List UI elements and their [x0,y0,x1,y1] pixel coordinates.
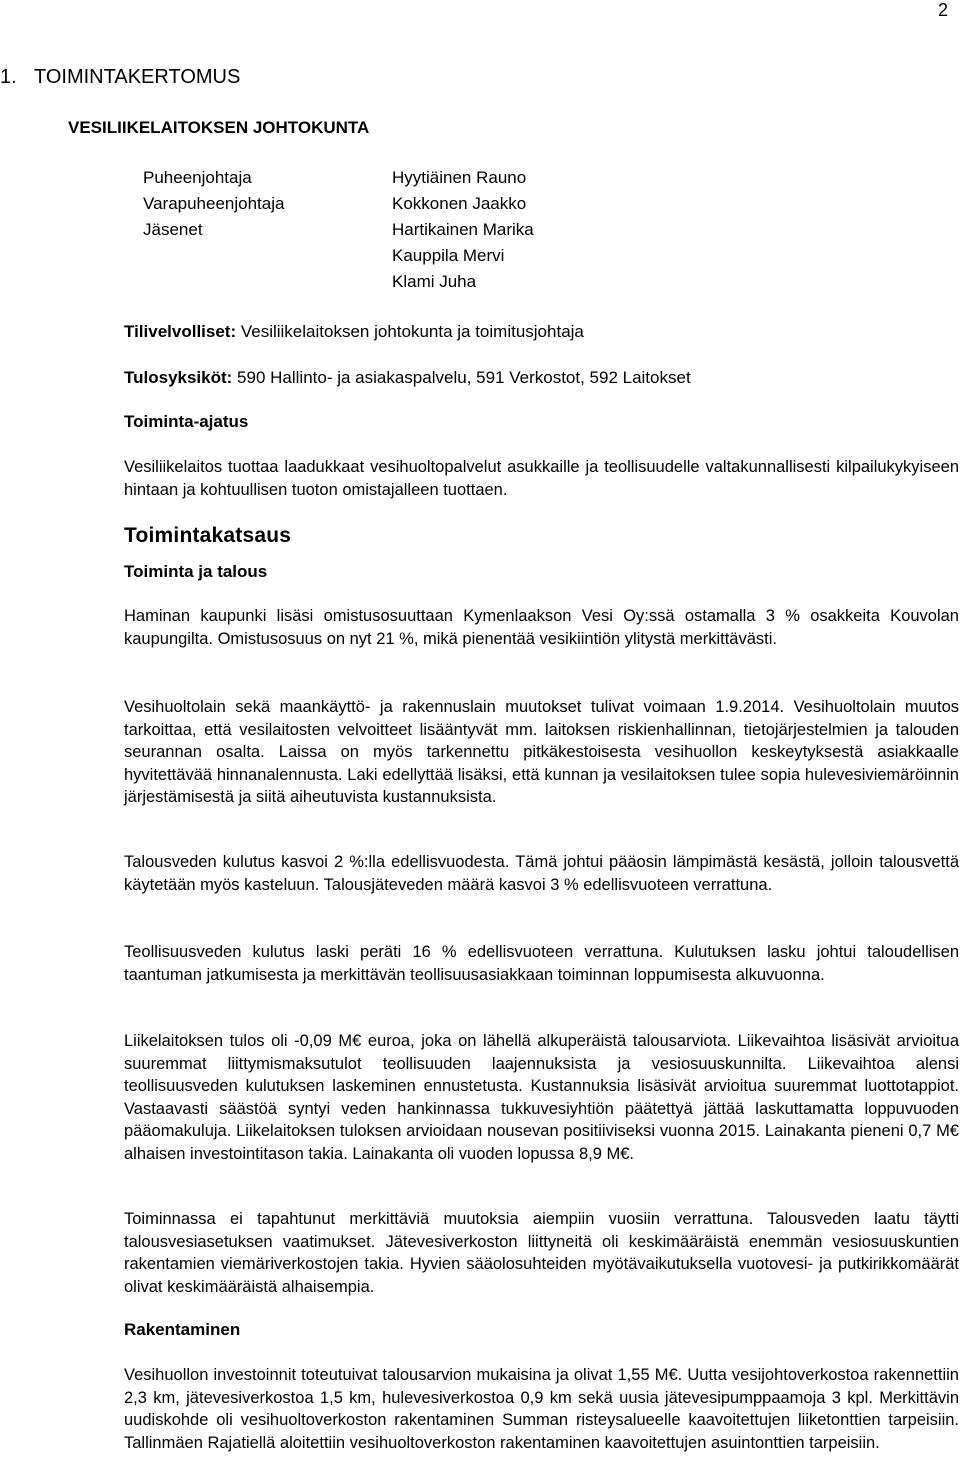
member-name: Kauppila Mervi [392,246,505,265]
member-name: Kokkonen Jaakko [392,194,527,213]
construction-text: Vesihuollon investoinnit toteutuivat talousarvion mukaisina ja olivat 1,55 M€. Uutta vesijohtoverkostoa rakennettiin 2,3 km, jätevesiverkostoa 1,5 km, hulevesiverkostoa 0,9 km sekä uusia jätevesipumppaamoja 3 kpl. Merkittävin uudiskohde oli vesihuoltoverkoston rakentaminen Summan risteysalueelle kaavoitettujen liiketonttien tarpeisiin. Tallinmäen Rajatiellä aloitettiin vesihuoltoverkoston rakentaminen kaavoitettujen asuintonttien tarpeisiin. [124,1366,959,1452]
paragraph: Talousveden kulutus kasvoi 2 %:lla edellisvuodesta. Tämä johtui pääosin lämpimästä kesästä, jolloin talousvettä käytetään myös kasteluun. Talousjäteveden määrä kasvoi 3 % edellisvuoteen verrattuna. [124,853,959,894]
review-heading: Toimintakatsaus [124,524,292,547]
accountable-label: Tilivelvolliset: [124,322,237,341]
paragraph: Vesihuoltolain sekä maankäyttö- ja rakennuslain muutokset tulivat voimaan 1.9.2014. Vesihuoltolain muutos tarkoittaa, että vesilaitosten velvoitteet lisääntyvät mm. laitoksen riskienhallinnan, tietojärjestelmien ja talouden seurannan osalta. Laissa on myös tarkennettu pitkäkestoisesta vesihuollon keskeytyksestä asiakkaalle hyvitettävää hinnanalennusta. Laki edellyttää lisäksi, että kunnan ja vesilaitoksen tulee sopia hulevesiviemäröinnin järjestämisestä ja siitä aiheutuvista kustannuksista. [124,698,959,807]
member-name: Hartikainen Marika [392,220,534,239]
member-name: Hyytiäinen Rauno [392,168,527,187]
section-heading [0,66,240,89]
board-heading: VESILIIKELAITOKSEN JOHTOKUNTA [68,118,370,137]
review-subheading: Toiminta ja talous [124,562,268,581]
construction-heading: Rakentaminen [124,1320,241,1339]
role-vice-chair: Varapuheenjohtaja [143,194,285,213]
accountable-text: Vesiliikelaitoksen johtokunta ja toimitusjohtaja [236,322,584,341]
accountable-line [124,322,584,342]
role-chair: Puheenjohtaja [143,168,252,187]
units-text: 590 Hallinto- ja asiakaspalvelu, 591 Verkostot, 592 Laitokset [232,368,691,387]
paragraph: Liikelaitoksen tulos oli -0,09 M€ euroa, joka on lähellä alkuperäistä talousarviota. Liikevaihtoa lisäsivät arvioitua suuremmat liittymismaksutulot teollisuuden laajennuksista ja vesiosuuskunnilta. Liikevaihtoa alensi teollisuusveden kulutuksen laskeminen ennustetusta. Kustannuksia lisäsivät arvioitua suuremmat luottotappiot. Vastaavasti säästöä syntyi veden hankinnassa tukkuvesiyhtiön päätettyä jättää laskuttamatta loppuvuoden pääomakuluja. Liikelaitoksen tuloksen arvioidaan nousevan positiiviseksi vuonna 2015. Lainakanta pieneni 0,7 M€ alhaisen investointitason takia. Lainakanta oli vuoden lopussa 8,9 M€. [124,1032,959,1163]
section-number: 1. [0,66,17,88]
role-members: Jäsenet [143,220,203,239]
board-members [392,165,534,295]
paragraph: Haminan kaupunki lisäsi omistusosuuttaan Kymenlaakson Vesi Oy:ssä ostamalla 3 % osakkeita Kouvolan kaupungilta. Omistusosuus on nyt 21 %, mikä pienentää vesikiintiön ylitystä merkittävästi. [124,607,959,648]
board-roles [143,165,284,243]
section-title: TOIMINTAKERTOMUS [34,66,241,88]
member-name: Klami Juha [392,272,477,291]
units-line [124,368,691,388]
mission-text: Vesiliikelaitos tuottaa laadukkaat vesihuoltopalvelut asukkaille ja teollisuudelle valtakunnallisesti kilpailukykyiseen hintaan ja kohtuullisen tuoton omistajalleen tuottaen. [124,458,959,499]
units-label: Tulosyksiköt: [124,368,233,387]
paragraph: Teollisuusveden kulutus laski peräti 16 % edellisvuoteen verrattuna. Kulutuksen lasku johtui taloudellisen taantuman jatkumisesta ja merkittävän teollisuusasiakkaan toiminnan loppumisesta alkuvuonna. [124,943,959,984]
paragraph: Toiminnassa ei tapahtunut merkittäviä muutoksia aiempiin vuosiin verrattuna. Talousveden laatu täytti talousvesiasetuksen vaatimukset. Jätevesiverkoston liittyneitä oli keskimääräistä enemmän vesiosuuskuntien rakentamien viemäriverkostojen takia. Hyvien sääolosuhteiden myötävaikutuksella vuotovesi- ja putkirikkomäärät olivat keskimääräistä alhaisempia. [124,1210,959,1296]
mission-heading: Toiminta-ajatus [124,412,249,431]
page-number: 2 [937,0,948,20]
